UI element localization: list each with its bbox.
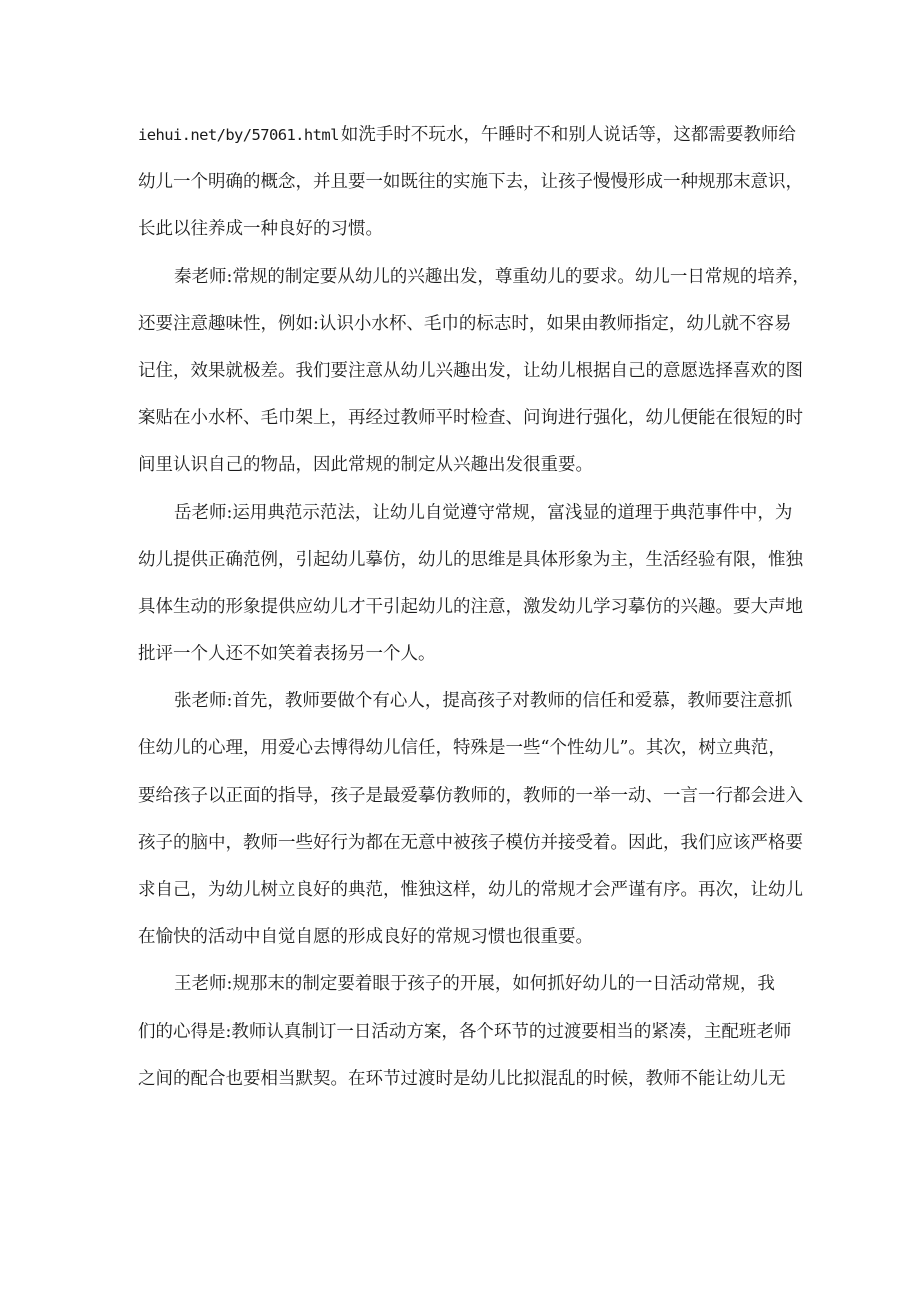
text-line: 求自己，为幼儿树立良好的典范，惟独这样，幼儿的常规才会严谨有序。再次，让幼儿 — [138, 880, 803, 900]
text-line: 案贴在小水杯、毛巾架上，再经过教师平时检查、问询进行强化，幼儿便能在很短的时 — [138, 408, 803, 429]
document-body — [138, 112, 810, 1103]
text-line: 具体生动的形象提供应幼儿才干引起幼儿的注意，激发幼儿学习摹仿的兴趣。要大声地 — [138, 596, 803, 617]
text-line: 幼儿提供正确范例，引起幼儿摹仿，幼儿的思维是具体形象为主，生活经验有限，惟独 — [138, 549, 803, 570]
paragraph — [138, 490, 803, 679]
text-line: 长此以往养成一种良好的习惯。 — [138, 219, 383, 240]
text-line: 张老师:首先，教师要做个有心人，提高孩子对教师的信任和爱慕，教师要注意抓 — [174, 691, 793, 712]
paragraph — [138, 112, 803, 254]
text-line: 们的心得是:教师认真制订一日活动方案，各个环节的过渡要相当的紧凑，主配班老师 — [138, 1021, 792, 1042]
text-line: 要给孩子以正面的指导，孩子是最爱摹仿教师的，教师的一举一动、一言一行都会进入 — [138, 785, 803, 806]
text-line: 还要注意趣味性，例如:认识小水杯、毛巾的标志时，如果由教师指定，幼儿就不容易 — [138, 313, 792, 334]
text-line: 之间的配合也要相当默契。在环节过渡时是幼儿比拟混乱的时候，教师不能让幼儿无 — [138, 1068, 786, 1089]
text-line: 王老师:规那末的制定要着眼于孩子的开展，如何抓好幼儿的一日活动常规，我 — [174, 974, 775, 995]
text-line: iehui.net/by/57061.html 如洗手时不玩水，午睡时不和别人说话等，这都需要教师给 — [138, 125, 796, 145]
text-line: 间里认识自己的物品，因此常规的制定从兴趣出发很重要。 — [138, 455, 593, 476]
text-line: 幼儿一个明确的概念，并且要一如既往的实施下去，让孩子慢慢形成一种规那末意识， — [138, 172, 803, 193]
text-line: 记住，效果就极差。我们要注意从幼儿兴趣出发，让幼儿根据自己的意愿选择喜欢的图 — [138, 360, 803, 381]
paragraph — [138, 254, 810, 490]
url-fragment: iehui.net/by/57061.html — [138, 126, 339, 144]
text-line: 批评一个人还不如笑着表扬另一个人。 — [138, 644, 436, 665]
text-line: 岳老师:运用典范示范法，让幼儿自觉遵守常规，富浅显的道理于典范事件中，为 — [174, 502, 793, 523]
text-line: 在愉快的活动中自觉自愿的形成良好的常规习惯也很重要。 — [138, 927, 593, 948]
paragraph — [138, 678, 803, 961]
text-line: 秦老师:常规的制定要从幼儿的兴趣出发，尊重幼儿的要求。幼儿一日常规的培养， — [174, 266, 810, 287]
paragraph — [138, 961, 792, 1103]
text-line: 孩子的脑中，教师一些好行为都在无意中被孩子模仿并接受着。因此，我们应该严格要 — [138, 832, 803, 853]
text-line: 住幼儿的心理，用爱心去博得幼儿信任，特殊是一些“个性幼儿”。其次，树立典范， — [138, 738, 786, 759]
